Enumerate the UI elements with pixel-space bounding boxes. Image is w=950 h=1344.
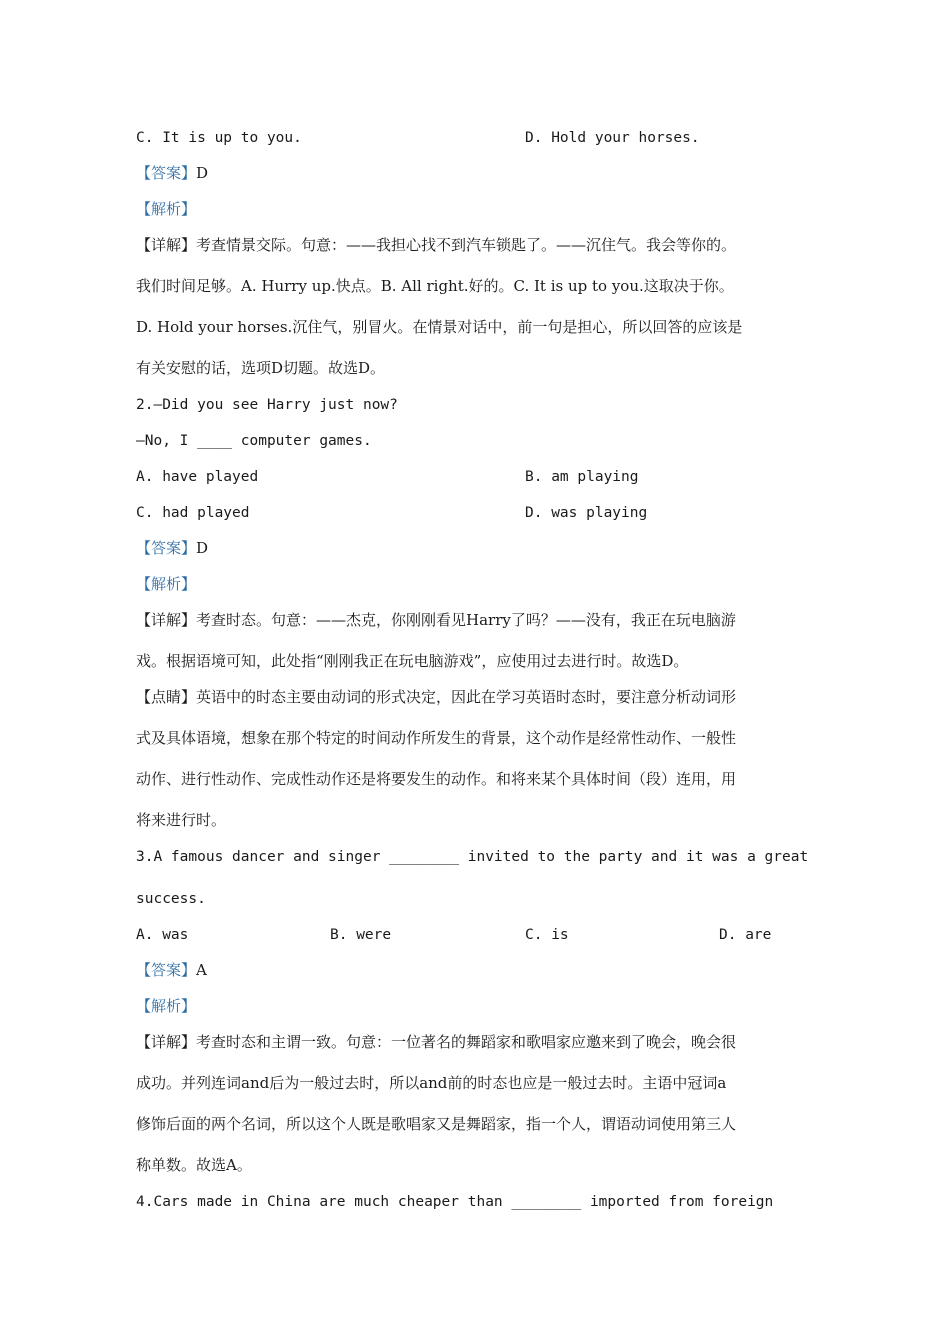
- q3-stem-line-1: 3.A famous dancer and singer ________ invited to the party and it was a great: [136, 849, 809, 865]
- q2-tip-line-3: 动作、进行性动作、完成性动作还是将要发生的动作。和将来某个具体时间（段）连用，用: [136, 770, 737, 788]
- q2-option-d: D. was playing: [525, 505, 648, 521]
- q1-option-d: D. Hold your horses.: [525, 130, 700, 146]
- answer-value: D: [196, 164, 209, 182]
- detail-text: 考查情景交际。句意：——我担心找不到汽车锁匙了。——沉住气。我会等你的。: [196, 236, 737, 254]
- q3-answer: [136, 960, 207, 980]
- answer-tag: 【答案】: [136, 961, 197, 979]
- q2-option-b: B. am playing: [525, 469, 639, 485]
- q1-option-c: C. It is up to you.: [136, 130, 302, 146]
- q1-detail-line-3: D. Hold your horses.沉住气，别冒火。在情景对话中，前一句是担心，所以回答的应该是: [136, 318, 743, 336]
- q3-stem-line-2: success.: [136, 891, 206, 907]
- q1-analysis-tag: 【解析】: [136, 200, 197, 218]
- tip-tag: 【点睛】: [136, 688, 197, 706]
- detail-text: 考查时态和主谓一致。句意：一位著名的舞蹈家和歌唱家应邀来到了晚会，晚会很: [196, 1033, 737, 1051]
- detail-tag: 【详解】: [136, 611, 197, 629]
- q1-answer: [136, 163, 208, 183]
- q1-detail-line-2: 我们时间足够。A. Hurry up.快点。B. All right.好的。C. It is up to you.这取决于你。: [136, 277, 734, 295]
- q3-detail-line-4: 称单数。故选A。: [136, 1156, 252, 1174]
- q2-option-a: A. have played: [136, 469, 259, 485]
- tip-text: 英语中的时态主要由动词的形式决定，因此在学习英语时态时，要注意分析动词形: [196, 688, 737, 706]
- q2-stem-line-1: 2.—Did you see Harry just now?: [136, 397, 398, 413]
- detail-text: 考查时态。句意：——杰克，你刚刚看见Harry了吗？——没有，我正在玩电脑游: [196, 611, 736, 629]
- q3-detail-line-2: 成功。并列连词and后为一般过去时，所以and前的时态也应是一般过去时。主语中冠词a: [136, 1074, 727, 1092]
- q2-tip-line-1: [136, 687, 736, 707]
- q3-detail-line-3: 修饰后面的两个名词，所以这个人既是歌唱家又是舞蹈家，指一个人，谓语动词使用第三人: [136, 1115, 737, 1133]
- q2-option-c: C. had played: [136, 505, 250, 521]
- q2-detail-line-1: [136, 610, 736, 630]
- q1-detail-line-1: [136, 235, 736, 255]
- detail-tag: 【详解】: [136, 1033, 197, 1051]
- q3-analysis-tag: 【解析】: [136, 997, 197, 1015]
- detail-tag: 【详解】: [136, 236, 197, 254]
- q2-analysis-tag: 【解析】: [136, 575, 197, 593]
- q3-detail-line-1: [136, 1032, 736, 1052]
- q3-option-a: A. was: [136, 927, 189, 943]
- q3-option-b: B. were: [330, 927, 392, 943]
- q4-stem-line-1: 4.Cars made in China are much cheaper than ________ imported from foreign: [136, 1194, 774, 1210]
- answer-value: D: [196, 539, 209, 557]
- answer-tag: 【答案】: [136, 539, 197, 557]
- q1-detail-line-4: 有关安慰的话，选项D切题。故选D。: [136, 359, 386, 377]
- q2-detail-line-2: 戏。根据语境可知，此处指“刚刚我正在玩电脑游戏”，应使用过去进行时。故选D。: [136, 652, 689, 670]
- q2-answer: [136, 538, 208, 558]
- answer-tag: 【答案】: [136, 164, 197, 182]
- q3-option-c: C. is: [525, 927, 569, 943]
- q2-tip-line-4: 将来进行时。: [136, 811, 227, 829]
- q3-option-d: D. are: [719, 927, 772, 943]
- q2-stem-line-2: —No, I ____ computer games.: [136, 433, 372, 449]
- answer-value: A: [196, 961, 207, 979]
- q2-tip-line-2: 式及具体语境，想象在那个特定的时间动作所发生的背景，这个动作是经常性动作、一般性: [136, 729, 737, 747]
